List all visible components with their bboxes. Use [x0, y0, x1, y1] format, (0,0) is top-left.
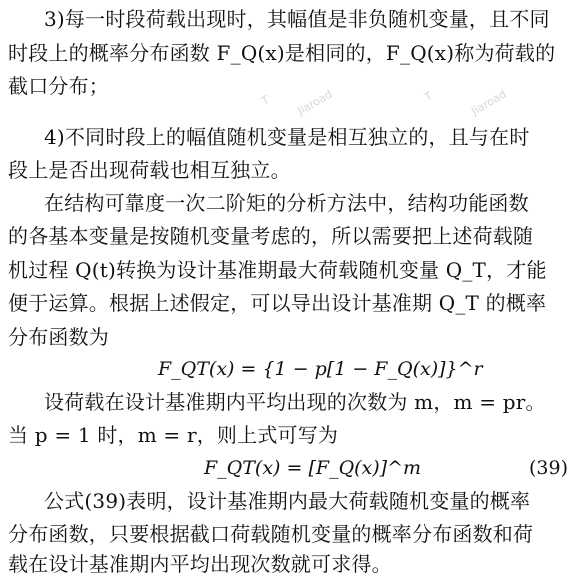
paragraph-body-line-1: 在结构可靠度一次二阶矩的分析方法中，结构功能函数 [44, 191, 529, 215]
watermark-text-2: Jiaroad [469, 87, 509, 118]
paragraph-3-line-3: 截口分布； [8, 74, 109, 98]
formula-fqt-general: F_QT(x) = {1 − p[1 − F_Q(x)]}^r [158, 358, 483, 380]
paragraph-3-line-1: 3)每一时段荷载出现时，其幅值是非负随机变量，且不同 [44, 7, 550, 31]
paragraph-body-line-4: 便于运算。根据上述假定，可以导出设计基准期 Q_T 的概率 [8, 291, 547, 315]
watermark-t-2: T [422, 89, 435, 104]
paragraph-4-line-2: 段上是否出现荷载也相互独立。 [8, 158, 291, 182]
paragraph-4-line-1: 4)不同时段上的幅值随机变量是相互独立的，且与在时 [44, 125, 530, 149]
paragraph-conclusion-line-3: 载在设计基准期内平均出现次数就可求得。 [8, 552, 392, 576]
paragraph-conclusion-line-1: 公式(39)表明，设计基准期内最大荷载随机变量的概率 [44, 489, 531, 513]
paragraph-mean-line-1: 设荷载在设计基准期内平均出现的次数为 m，m = pr。 [44, 390, 546, 414]
paragraph-body-line-3: 机过程 Q(t)转换为设计基准期最大荷载随机变量 Q_T，才能 [8, 258, 547, 282]
paragraph-mean-line-2: 当 p = 1 时，m = r，则上式可写为 [8, 423, 339, 447]
paragraph-3-line-2: 时段上的概率分布函数 F_Q(x)是相同的，F_Q(x)称为荷载的 [8, 41, 556, 65]
paragraph-body-line-2: 的各基本变量是按随机变量考虑的，所以需要把上述荷载随 [8, 224, 534, 248]
paragraph-conclusion-line-2: 分布函数，只要根据截口荷载随机变量的概率分布函数和荷 [8, 522, 534, 546]
watermark-t-1: T [259, 93, 272, 108]
equation-number: (39) [528, 457, 568, 479]
paragraph-body-line-5: 分布函数为 [8, 325, 109, 349]
watermark-text-1: Jiaroad [295, 87, 335, 118]
formula-fqt-39: F_QT(x) = [F_Q(x)]^m [204, 457, 422, 479]
